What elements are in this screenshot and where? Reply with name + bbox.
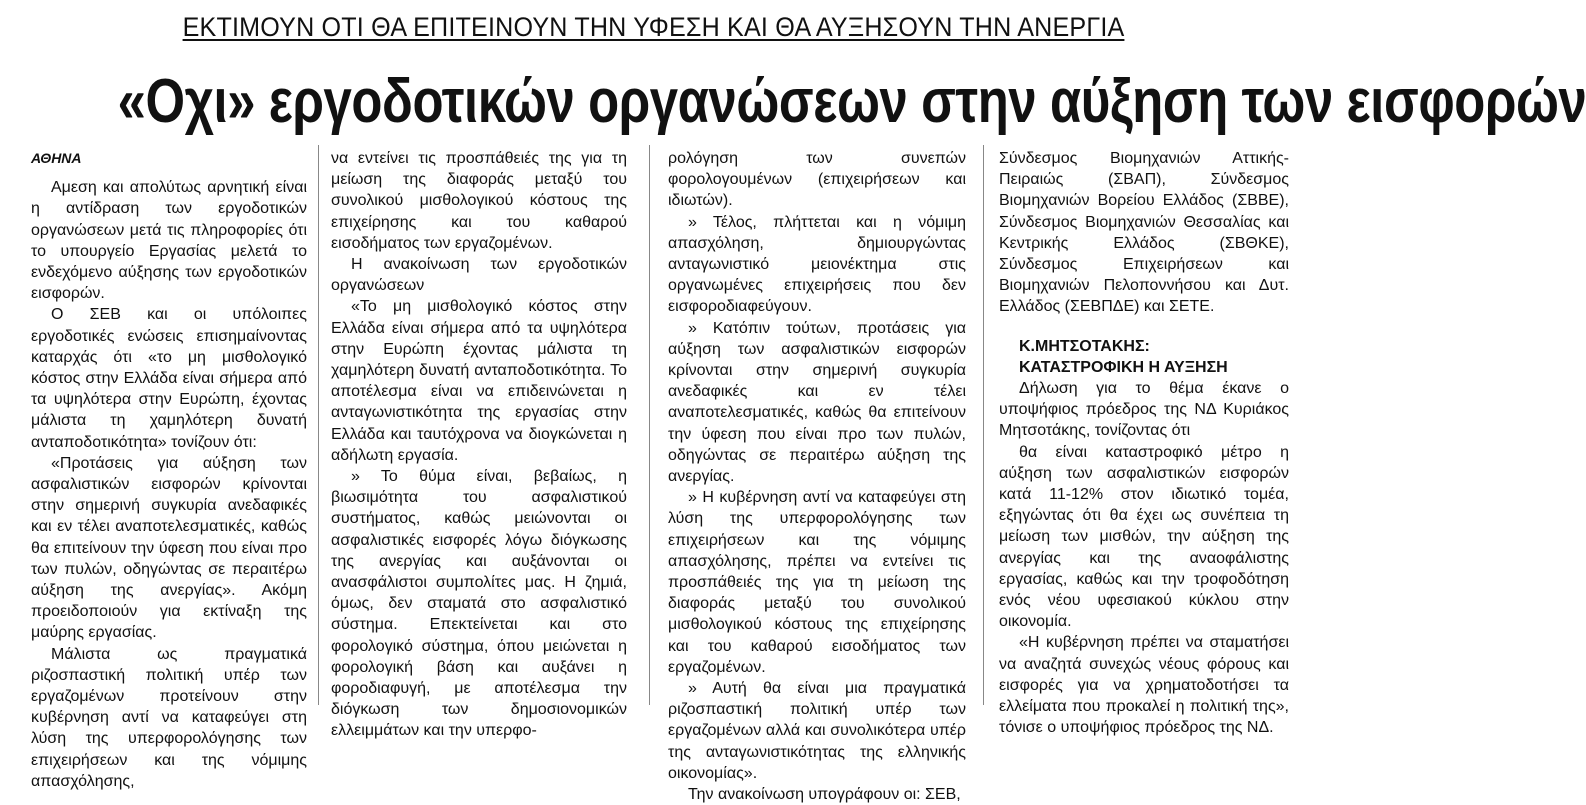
subheading-line: Κ.ΜΗΤΣΟΤΑΚΗΣ:	[1019, 337, 1150, 355]
paragraph: «Η κυβέρνηση πρέπει να σταματήσει να αναζητά συνεχώς νέους φόρους και εισφορές για να χρηματοδοτήσει τα ελλείματα που προκαλεί η πολιτική της», τόνισε ο υποψήφιος πρόεδρος της ΝΔ.	[999, 634, 1289, 737]
paragraph: Την ανακοίνωση υπογράφουν οι: ΣΕΒ,	[688, 786, 961, 804]
paragraph: » Το θύμα είναι, βεβαίως, η βιωσιμότητα του ασφαλιστικού συστήματος, καθώς μειώνονται οι ασφαλιστικές εισφορές λόγω διόγκωσης της ανεργίας και αυξάνονται οι ανασφάλιστοι συμπολίτες μας. Η ζημιά, όμως, δεν σταματά στο ασφαλιστικό σύστημα. Επεκτείνεται και στο φορολογικό σύστημα, όπου μειώνεται η φορολογική βάση και αυξάνει η φοροδιαφυγή, με αποτέλεσμα την διόγκωση των δημοσιονομικών ελλειμμάτων και την υπερφο-	[331, 468, 627, 740]
paragraph: » Αυτή θα είναι μια πραγματικά ριζοσπαστική πολιτική υπέρ των εργαζομένων αλλά και συνολικότερα υπέρ της ανταγωνιστικότητας της ελληνικής οικονομίας».	[668, 680, 966, 782]
paragraph: «Προτάσεις για αύξηση των ασφαλιστικών εισφορών κρίνονται στην σημερινή συγκυρία ανεδαφικές και εν τέλει αναποτελεσματικές, καθώς θα επιτείνουν την ύφεση που είναι προ των πυλών, οδηγώντας σε περαιτέρω αύξηση της ανεργίας». Ακόμη προειδοποιούν για εκτίναξη της μαύρης εργασίας.	[31, 454, 307, 642]
paragraph: » Η κυβέρνηση αντί να καταφεύγει στη λύση της υπερφορολόγησης των επιχειρήσεων και της νόμιμης απασχόλησης, πρέπει να εντείνει τις προσπάθειές της για τη μείωση της διαφοράς μεταξύ του συνολικού μισθολογικού κόστους της επιχείρησης και του καθαρού εισοδήματος των εργαζομένων.	[668, 489, 966, 676]
paragraph: » Τέλος, πλήττεται και η νόμιμη απασχόληση, δημιουργώντας ανταγωνιστικό μειονέκτημα στις οργανωμένες επιχειρήσεις που δεν εισφοροδιαφεύγουν.	[668, 213, 966, 316]
dateline: ΑΘΗΝΑ	[31, 150, 82, 166]
article-column-1	[31, 148, 307, 792]
paragraph: Σύνδεσμος Βιομηχανιών Αττικής-Πειραιώς (ΣΒΑΠ), Σύνδεσμος Βιομηχανιών Βορείου Ελλάδος (ΣΒΒΕ), Σύνδεσμος Βιομηχανιών Θεσσαλίας και Κεντρικής Ελλάδος (ΣΒΘΚΕ), Σύνδεσμος Επιχειρήσεων και Βιομηχανιών Πελοποννήσου και Δυτ. Ελλάδος (ΣΕΒΠΔΕ) και ΣΕΤΕ.	[999, 150, 1289, 316]
subheading	[999, 336, 1289, 378]
kicker-text: ΕΚΤΙΜΟΥΝ ΟΤΙ ΘΑ ΕΠΙΤΕΙΝΟΥΝ ΤΗΝ ΥΦΕΣΗ ΚΑΙ ΘΑ ΑΥΞΗΣΟΥΝ ΤΗΝ ΑΝΕΡΓΙΑ	[182, 12, 1125, 42]
paragraph: να εντείνει τις προσπάθειές της για τη μείωση της διαφοράς μεταξύ του συνολικού μισθολογικού κόστους της επιχείρησης και του καθαρού εισοδήματος των εργαζομένων.	[331, 150, 627, 252]
paragraph: Αμεση και απολύτως αρνητική είναι η αντίδραση των εργοδοτικών οργανώσεων μετά τις πληροφορίες ότι το υπουργείο Εργασίας μελετά το ενδεχόμενο αύξησης των εργοδοτικών εισφορών.	[31, 179, 307, 303]
column-divider	[649, 145, 650, 705]
column-divider	[983, 145, 984, 705]
article-column-3	[668, 148, 966, 805]
paragraph: Η ανακοίνωση των εργοδοτικών οργανώσεων	[331, 256, 627, 295]
paragraph: ρολόγηση των συνεπών φορολογουμένων (επιχειρήσεων και ιδιωτών).	[668, 150, 966, 210]
subheading-line: ΚΑΤΑΣΤΡΟΦΙΚΗ Η ΑΥΞΗΣΗ	[1019, 358, 1228, 376]
kicker	[46, 12, 1262, 43]
headline: «Οχι» εργοδοτικών οργανώσεων στην αύξηση των εισφορών	[117, 67, 1586, 136]
article-column-4	[999, 148, 1289, 738]
paragraph: » Κατόπιν τούτων, προτάσεις για αύξηση των ασφαλιστικών εισφορών κρίνονται στην σημερινή συγκυρία ανεδαφικές και εν τέλει αναποτελεσματικές, καθώς θα επιτείνουν την ύφεση που είναι προ των πυλών, οδηγώντας σε περαιτέρω αύξηση της ανεργίας.	[668, 319, 966, 486]
column-divider	[318, 145, 319, 705]
paragraph: θα είναι καταστροφικό μέτρο η αύξηση των ασφαλιστικών εισφορών κατά 11-12% στον ιδιωτικό τομέα, εξηγώντας ότι θα έχει ως συνέπεια τη μείωση των μισθών, την αύξηση της ανεργίας και της αναοφάλιστης εργασίας, καθώς και την τροφοδότηση ενός νέου υφεσιακού κύκλου στην οικονομία.	[999, 443, 1289, 631]
article-column-2	[331, 148, 627, 742]
paragraph: Μάλιστα ως πραγματικά ριζοσπαστική πολιτική υπέρ των εργαζομένων προτείνουν στην κυβέρνηση αντί να καταφεύγει στη λύση της υπερφορολόγησης των επιχειρήσεων και της νόμιμης απασχόλησης,	[31, 645, 307, 790]
paragraph: «Το μη μισθολογικό κόστος στην Ελλάδα είναι σήμερα από τα υψηλότερα στην Ευρώπη έχοντας μάλιστα τη χαμηλότερη δυνατή ανταποδοτικότητα. Το αποτέλεσμα είναι να επιδεινώνεται η ανταγωνιστικότητα της εργασίας στην Ελλάδα και ταυτόχρονα να διογκώνεται η αδήλωτη εργασία.	[331, 298, 627, 464]
paragraph: Δήλωση για το θέμα έκανε ο υποψήφιος πρόεδρος της ΝΔ Κυριάκος Μητσοτάκης, τονίζοντας ότι	[999, 380, 1289, 440]
paragraph: Ο ΣΕΒ και οι υπόλοιπες εργοδοτικές ενώσεις επισημαίνοντας καταρχάς ότι «το μη μισθολογικό κόστος στην Ελλάδα είναι σήμερα από τα υψηλότερα στην Ευρώπη, έχοντας μάλιστα τη χαμηλότερη δυνατή ανταποδοτικότητα» τονίζουν ότι:	[31, 306, 307, 451]
